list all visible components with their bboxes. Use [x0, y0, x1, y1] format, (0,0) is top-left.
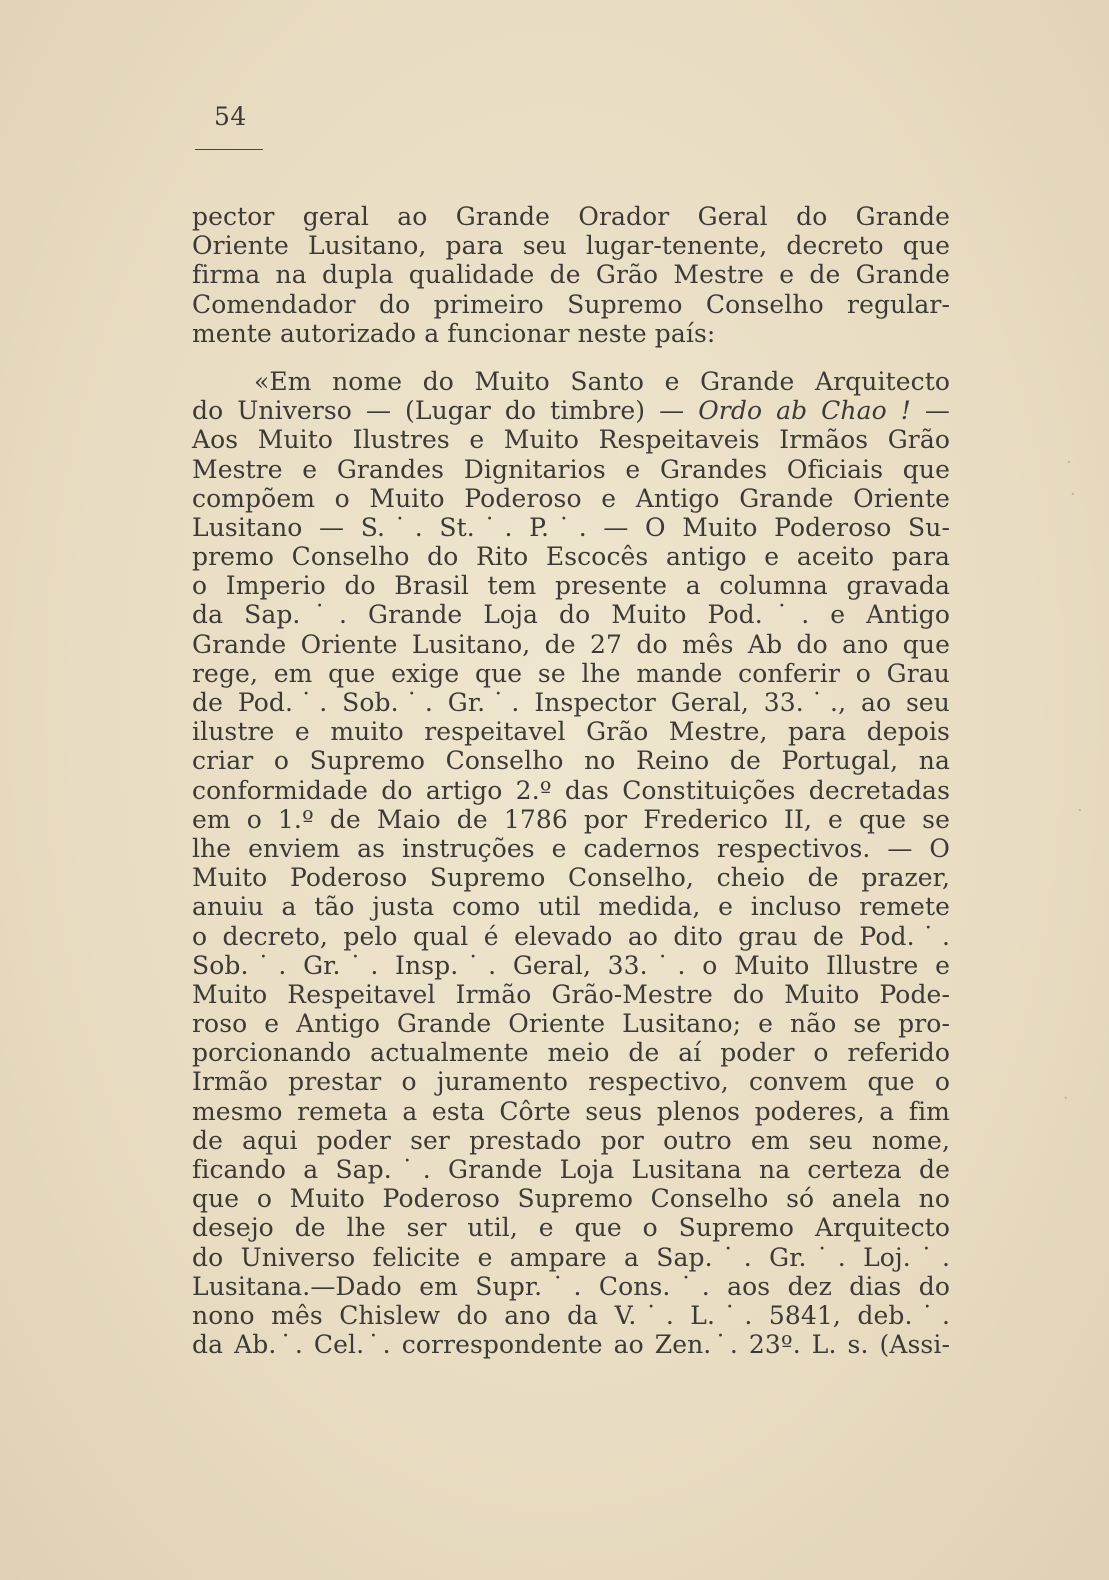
- text-line: Aos Muito Ilustres e Muito Respeitaveis Irmãos Grão: [192, 425, 950, 455]
- text-line: da Sap.˙. Grande Loja do Muito Pod.˙. e Antigo: [192, 600, 950, 630]
- text-line: mesmo remeta a esta Côrte seus plenos poderes, a fim: [192, 1096, 950, 1126]
- text-line: Mestre e Grandes Dignitarios e Grandes Oficiais que: [192, 454, 950, 484]
- body-text: [192, 202, 950, 1359]
- text-line: do Universo felicite e ampare a Sap.˙. Gr.˙. Loj.˙.: [192, 1242, 950, 1272]
- text-line-with-motto: [192, 396, 950, 425]
- paragraph-1: [192, 202, 950, 348]
- text-line: ilustre e muito respeitavel Grão Mestre, para depois: [192, 717, 950, 747]
- motto-lead: do Universo — (Lugar do timbre) —: [192, 396, 699, 426]
- text-line: Lusitano — S.˙. St.˙. P.˙. — O Muito Poderoso Su-: [192, 512, 950, 542]
- text-line: criar o Supremo Conselho no Reino de Portugal, na: [192, 746, 950, 776]
- text-line: Oriente Lusitano, para seu lugar-tenente, decreto que: [192, 231, 950, 261]
- margin-speck: ·: [1070, 484, 1076, 505]
- text-line: conformidade do artigo 2.º das Constituições decretadas: [192, 775, 950, 805]
- text-line: roso e Antigo Grande Oriente Lusitano; e não se pro-: [192, 1009, 950, 1039]
- text-line: pector geral ao Grande Orador Geral do Grande: [192, 202, 950, 231]
- margin-speck: ·: [1063, 1088, 1069, 1109]
- text-line: o Imperio do Brasil tem presente a columna gravada: [192, 571, 950, 601]
- text-line: premo Conselho do Rito Escocês antigo e aceito para: [192, 542, 950, 572]
- text-line: mente autorizado a funcionar neste país:: [192, 318, 716, 348]
- paragraph-2-lines: [192, 425, 950, 1359]
- text-line: Muito Respeitavel Irmão Grão-Mestre do Muito Pode-: [192, 979, 950, 1009]
- text-line: o decreto, pelo qual é elevado ao dito grau de Pod.˙.: [192, 921, 950, 951]
- text-line: Irmão prestar o juramento respectivo, convem que o: [192, 1067, 950, 1097]
- text-line: lhe enviem as instruções e cadernos respectivos. — O: [192, 833, 950, 863]
- text-line: da Ab.˙. Cel.˙. correspondente ao Zen.˙. 23º. L. s. (Assi-: [192, 1330, 950, 1360]
- text-line: porcionando actualmente meio de aí poder o referido: [192, 1038, 950, 1068]
- text-line: Muito Poderoso Supremo Conselho, cheio de prazer,: [192, 863, 950, 893]
- text-line: anuiu a tão justa como util medida, e incluso remete: [192, 892, 950, 922]
- text-line: Sob.˙. Gr.˙. Insp.˙. Geral, 33.˙. o Muito Illustre e: [192, 950, 950, 980]
- text-line: Grande Oriente Lusitano, de 27 do mês Ab do ano que: [192, 629, 950, 659]
- text-line: de Pod.˙. Sob.˙. Gr.˙. Inspector Geral, 33.˙., ao seu: [192, 688, 950, 717]
- text-line: compõem o Muito Poderoso e Antigo Grande Oriente: [192, 483, 950, 513]
- text-line: que o Muito Poderoso Supremo Conselho só anela no: [192, 1184, 950, 1214]
- paragraph-2: [192, 367, 950, 1359]
- text-line: de aqui poder ser prestado por outro em seu nome,: [192, 1125, 950, 1155]
- text-line: «Em nome do Muito Santo e Grande Arquitecto: [254, 366, 950, 396]
- text-line: ficando a Sap.˙. Grande Loja Lusitana na certeza de: [192, 1155, 950, 1184]
- text-line: rege, em que exige que se lhe mande conferir o Grau: [192, 658, 950, 688]
- text-line: Comendador do primeiro Supremo Conselho regular-: [192, 289, 950, 319]
- text-line: Lusitana.—Dado em Supr.˙. Cons.˙. aos dez dias do: [192, 1271, 950, 1301]
- text-line: desejo de lhe ser util, e que o Supremo Arquitecto: [192, 1213, 950, 1243]
- page-number: 54: [214, 102, 247, 131]
- text-line: em o 1.º de Maio de 1786 por Frederico II, e que se: [192, 804, 950, 834]
- motto-trail: —: [910, 396, 950, 426]
- text-line: nono mês Chislew do ano da V.˙. L.˙. 5841, deb.˙.: [192, 1300, 950, 1330]
- header-rule: [195, 149, 263, 150]
- text-line: firma na dupla qualidade de Grão Mestre e de Grande: [192, 260, 950, 290]
- margin-speck: ·: [1077, 800, 1083, 821]
- paragraph-gap: [192, 348, 950, 367]
- margin-speck: ·: [1066, 452, 1072, 473]
- latin-motto: Ordo ab Chao !: [698, 396, 911, 426]
